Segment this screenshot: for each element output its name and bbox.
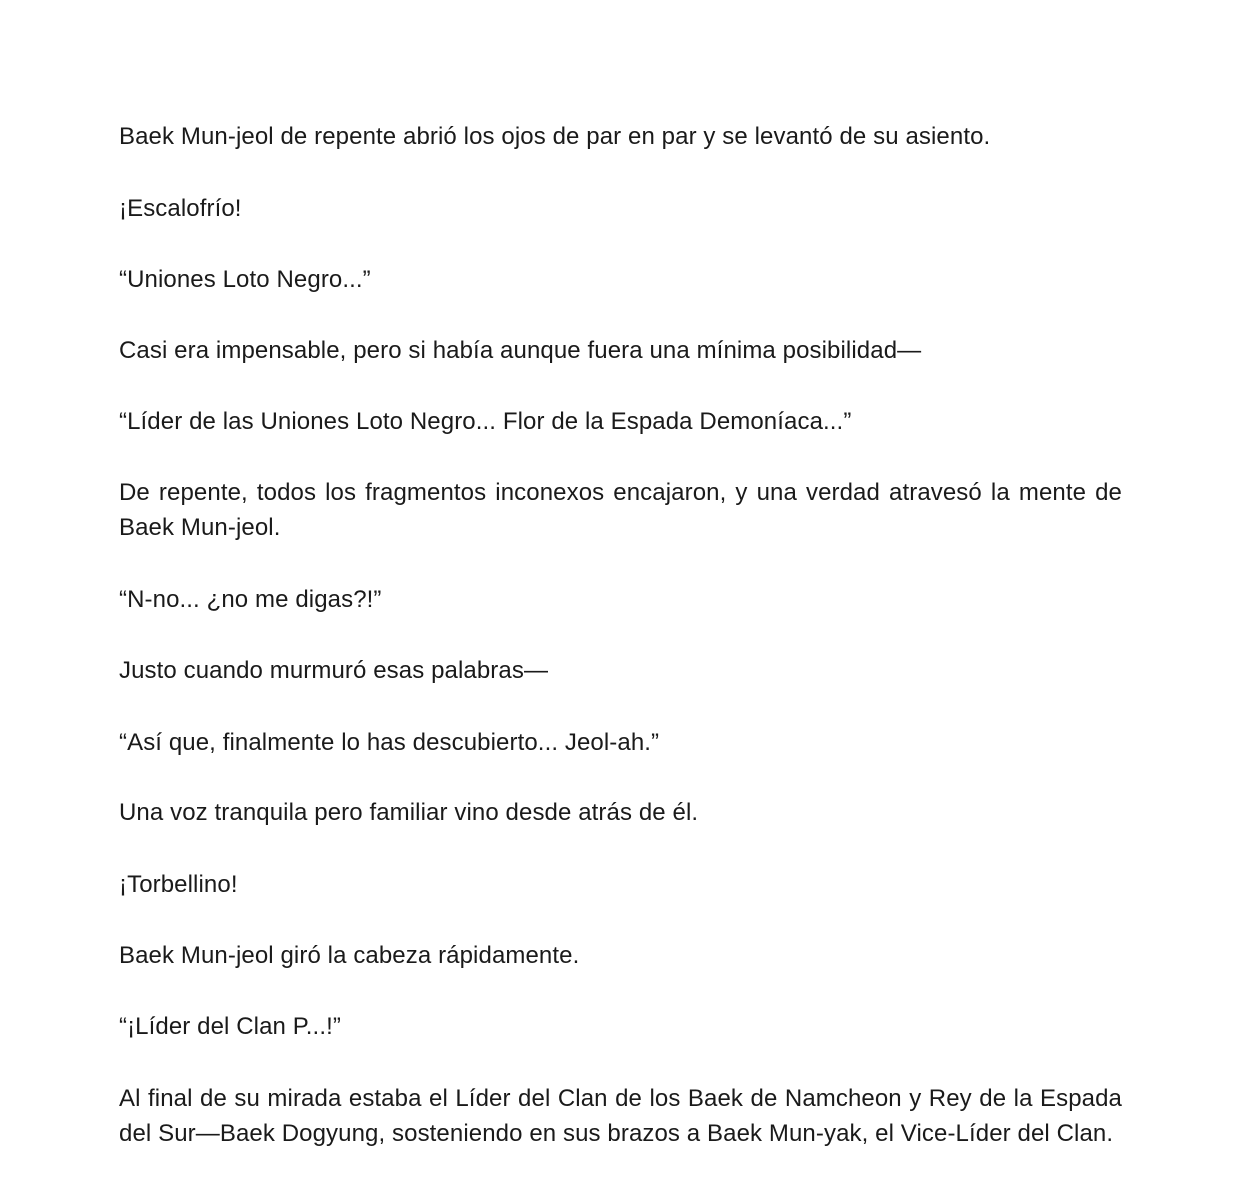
paragraph-14: Al final de su mirada estaba el Líder del Clan de los Baek de Namcheon y Rey de la Espada del Sur—Baek Dogyung, sosteniendo en sus brazos a Baek Mun-yak, el Vice-Líder del Clan. — [119, 1085, 1122, 1147]
paragraph-7: “N-no... ¿no me digas?!” — [119, 586, 382, 613]
paragraph-13: “¡Líder del Clan P...!” — [119, 1013, 341, 1040]
paragraph-4: Casi era impensable, pero si había aunque fuera una mínima posibilidad— — [119, 337, 922, 364]
paragraph-1: Baek Mun-jeol de repente abrió los ojos de par en par y se levantó de su asiento. — [119, 123, 991, 150]
paragraph-10: Una voz tranquila pero familiar vino desde atrás de él. — [119, 799, 699, 826]
paragraph-6: De repente, todos los fragmentos inconexos encajaron, y una verdad atravesó la mente de Baek Mun-jeol. — [119, 479, 1122, 541]
paragraph-3: “Uniones Loto Negro...” — [119, 266, 371, 293]
paragraph-11: ¡Torbellino! — [119, 871, 238, 898]
paragraph-8: Justo cuando murmuró esas palabras— — [119, 657, 549, 684]
paragraph-2: ¡Escalofrío! — [119, 195, 242, 222]
paragraph-9: “Así que, finalmente lo has descubierto... Jeol-ah.” — [119, 729, 660, 756]
paragraph-12: Baek Mun-jeol giró la cabeza rápidamente. — [119, 942, 580, 969]
paragraph-5: “Líder de las Uniones Loto Negro... Flor de la Espada Demoníaca...” — [119, 408, 852, 435]
